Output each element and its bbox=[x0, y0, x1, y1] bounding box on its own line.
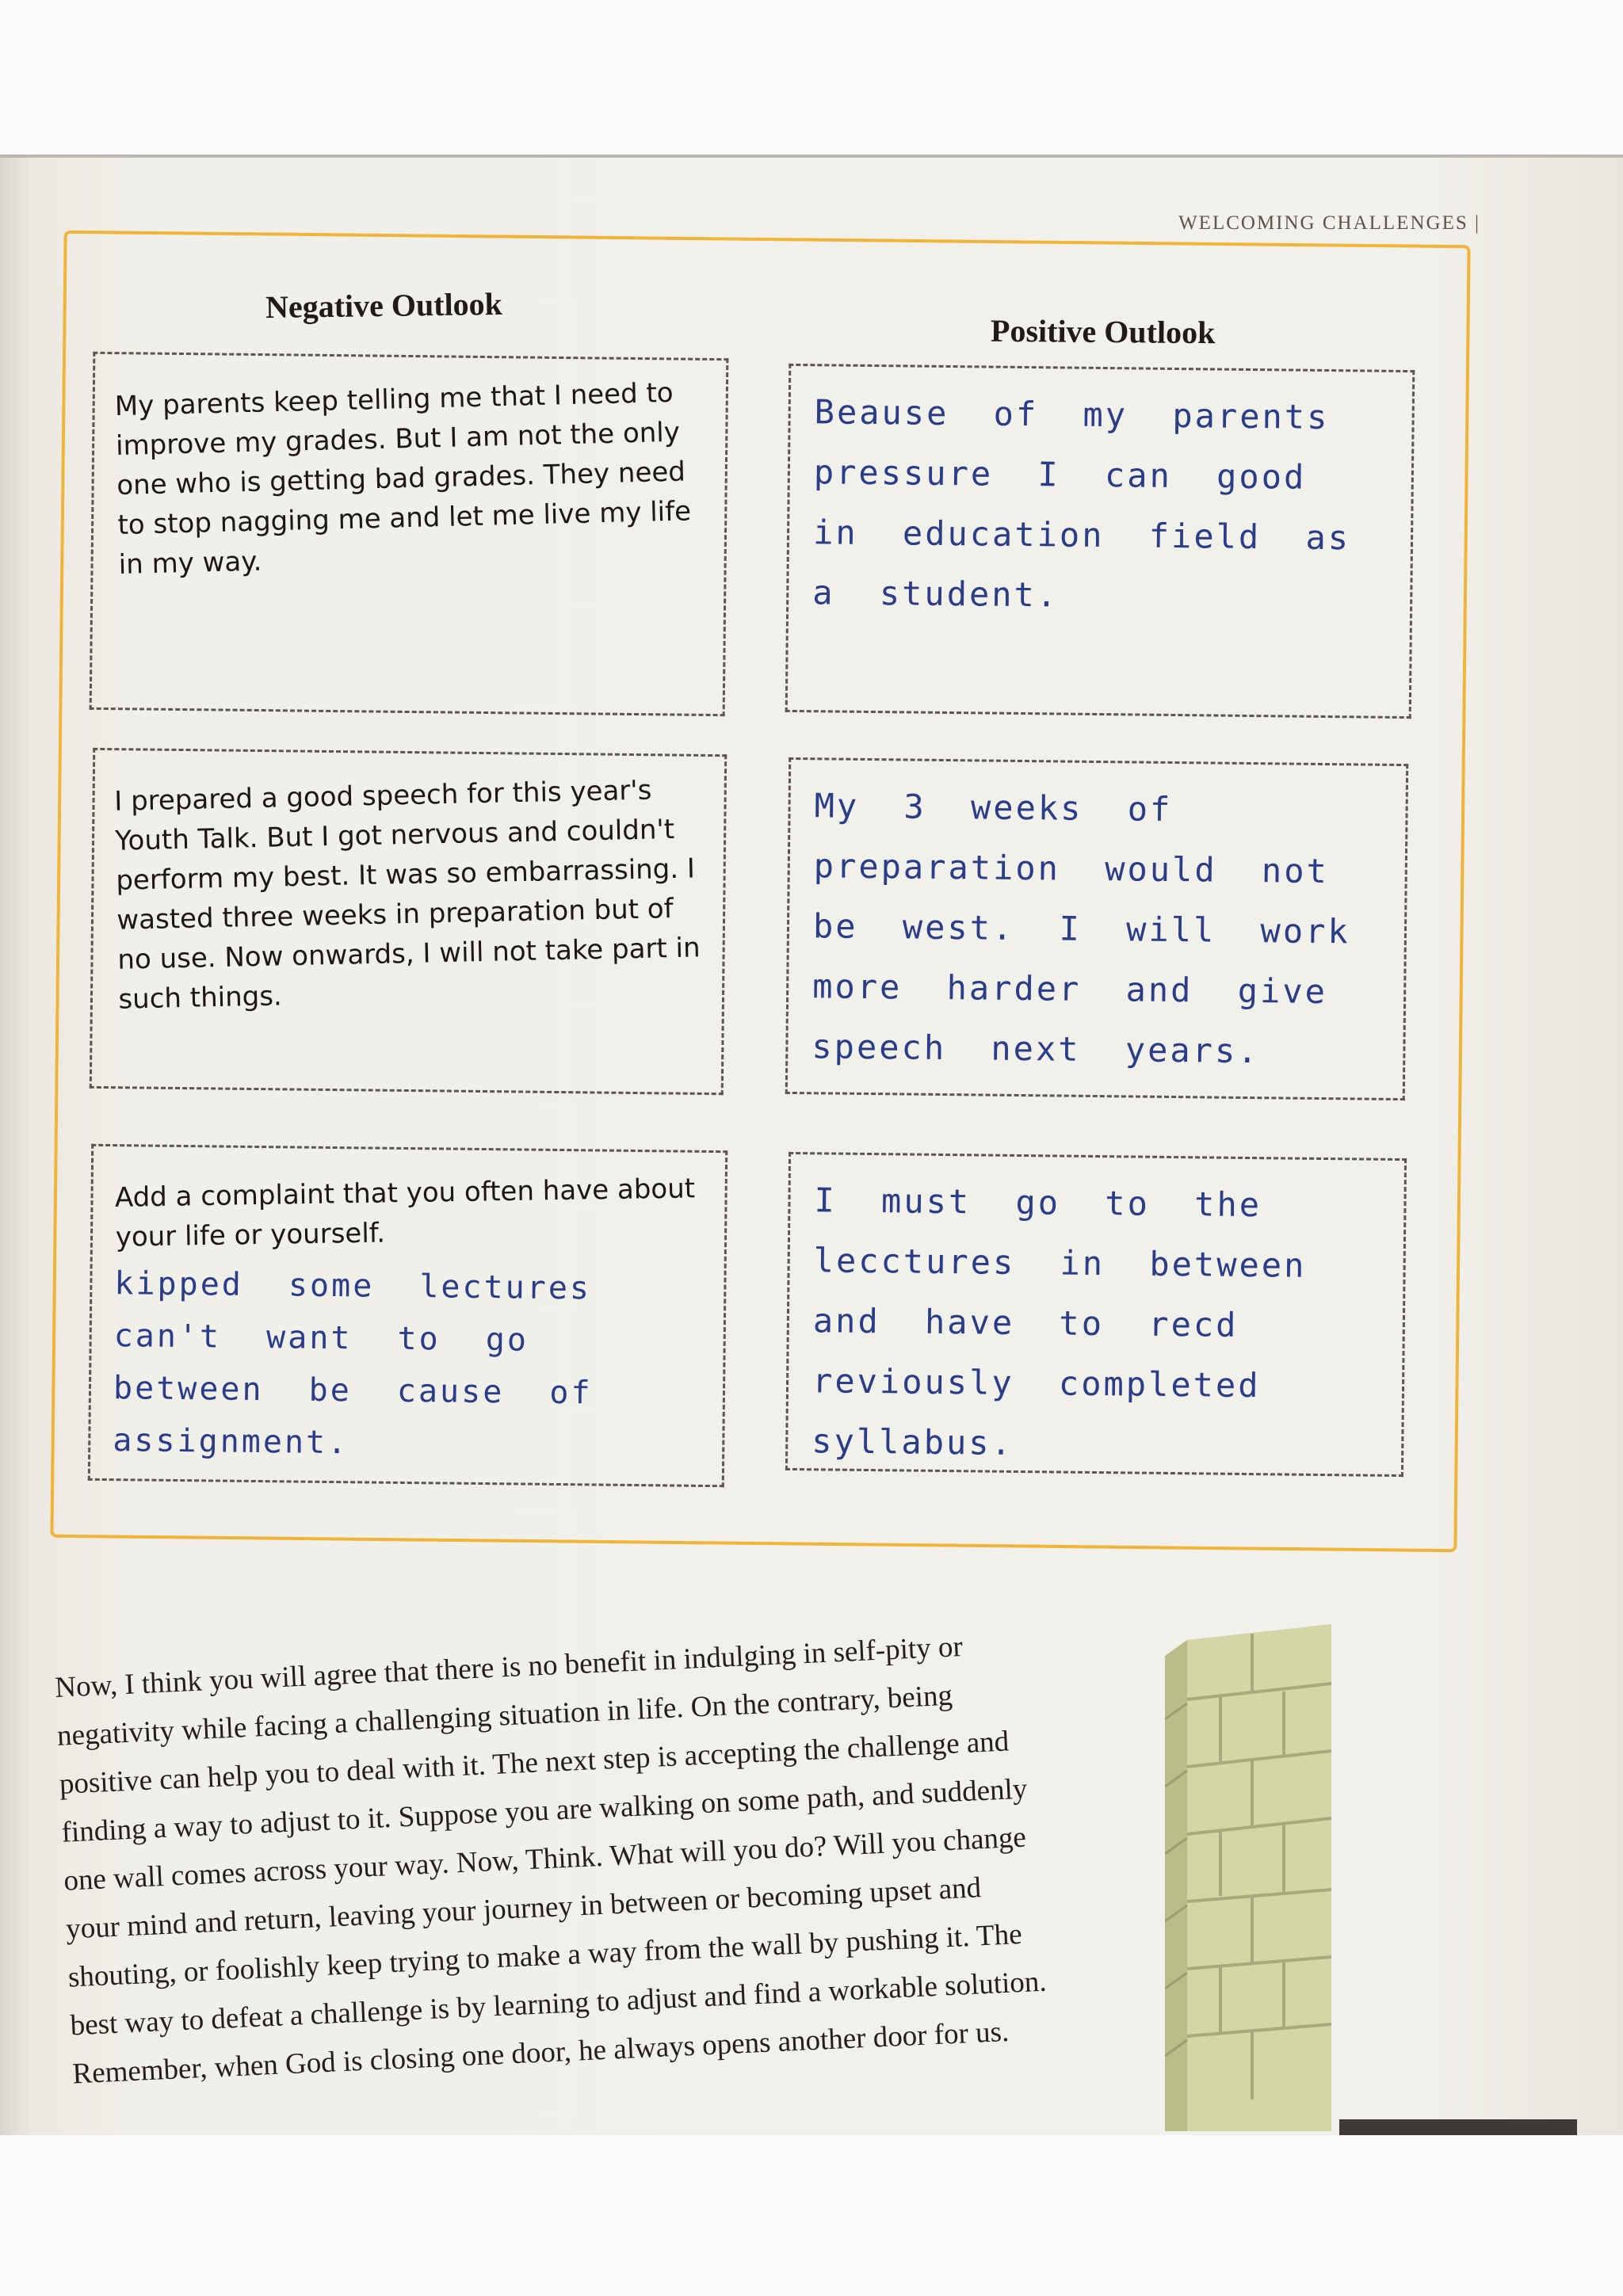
negative-text-1: My parents keep telling me that I need to improve my grades. But I am not the only one who is getting bad grades. They need to stop nagging me and let me live my life in my way. bbox=[114, 376, 692, 582]
negative-box-2 bbox=[90, 748, 727, 1095]
scan-margin-bottom bbox=[0, 2135, 1623, 2296]
page-footer-strip bbox=[1339, 2119, 1577, 2135]
positive-box-3 bbox=[785, 1152, 1407, 1477]
negative-answer-3: kipped some lectures can't want to go between be cause of assignment. bbox=[113, 1265, 593, 1462]
body-paragraph: Now, I think you will agree that there is no benefit in indulging in self-pity or negativity while facing a challenging situation in life. On the contrary, being positive can help you to deal with it. The next step is accepting the challenge and finding a way to adjust to it. Suppose you are walking on some path, and suddenly one wall comes across your way. Now, Think. What will you do? Will you change your mind and return, leaving your journey in between or becoming upset and shouting, or foolishly keep trying to make a way from the wall by pushing it. The best way to defeat a challenge is by learning to adjust and find a workable solution. Remember, when God is closing one door, he always opens another door for us. bbox=[54, 1630, 1048, 2091]
complaint-prompt: Add a complaint that you often have about your life or yourself. bbox=[114, 1173, 696, 1253]
running-head: WELCOMING CHALLENGES | bbox=[1178, 212, 1480, 234]
positive-box-1 bbox=[785, 364, 1415, 719]
negative-outlook-heading: Negative Outlook bbox=[265, 285, 503, 326]
scan-margin-top bbox=[0, 0, 1623, 154]
positive-answer-2: My 3 weeks of preparation would not be west. I will work more harder and give speech next years. bbox=[812, 786, 1350, 1071]
positive-answer-3: I must go to the lecctures in between and have to recd reviously completed syllabus. bbox=[812, 1180, 1307, 1463]
page-edge bbox=[0, 154, 1623, 158]
negative-box-3-content bbox=[90, 1146, 725, 1473]
negative-text-2: I prepared a good speech for this year's Youth Talk. But I got nervous and couldn't perform my best. It was so embarrassing. I wasted three weeks in preparation but of no use. Now onwards, I will not take part in such things. bbox=[113, 774, 701, 1016]
negative-box-3 bbox=[88, 1144, 727, 1487]
positive-outlook-heading: Positive Outlook bbox=[990, 312, 1216, 351]
positive-box-2 bbox=[785, 757, 1408, 1100]
brick-pillar-illustration bbox=[1165, 1624, 1355, 2131]
positive-answer-1: Beause of my parents pressure I can good in education field as a student. bbox=[812, 392, 1351, 615]
negative-box-1 bbox=[90, 352, 729, 716]
